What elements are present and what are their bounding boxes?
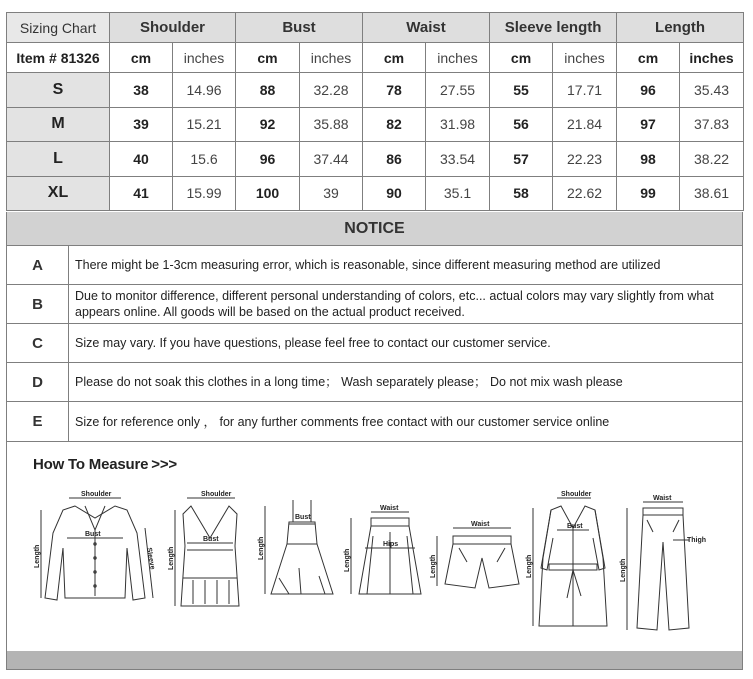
cell-cm: 57 xyxy=(490,142,553,177)
cell-inches: 38.61 xyxy=(680,176,744,211)
sleeve-label: Sleeve xyxy=(145,547,156,571)
bust-label: Bust xyxy=(203,536,219,543)
group-sleeve-length: Sleeve length xyxy=(490,13,617,43)
unit-cm: cm xyxy=(490,43,553,73)
coat-diagram xyxy=(527,488,617,638)
tank-top-diagram xyxy=(165,488,250,613)
length-label: Length xyxy=(344,548,351,572)
table-row xyxy=(7,176,744,211)
skirt-diagram xyxy=(345,502,430,602)
cell-inches: 32.28 xyxy=(300,73,363,108)
cell-cm: 100 xyxy=(236,176,300,211)
cell-cm: 97 xyxy=(617,107,680,142)
waist-label: Waist xyxy=(471,521,490,528)
shorts-diagram xyxy=(431,518,526,598)
cell-inches: 35.43 xyxy=(680,73,744,108)
shoulder-label: Shoulder xyxy=(201,491,232,498)
shoulder-label: Shoulder xyxy=(81,491,112,498)
group-bust: Bust xyxy=(236,13,363,43)
notice-row xyxy=(7,285,742,324)
notice-letter: E xyxy=(7,402,69,441)
unit-inches: inches xyxy=(680,43,744,73)
size-label: L xyxy=(7,142,110,177)
unit-inches: inches xyxy=(300,43,363,73)
cell-inches: 33.54 xyxy=(426,142,490,177)
cell-cm: 40 xyxy=(110,142,173,177)
notice-letter: D xyxy=(7,363,69,401)
cell-inches: 35.88 xyxy=(300,107,363,142)
group-length: Length xyxy=(617,13,744,43)
cell-cm: 98 xyxy=(617,142,680,177)
notice-text: Please do not soak this clothes in a long time； Wash separately please； Do not mix wash please xyxy=(75,375,623,389)
length-label: Length xyxy=(34,544,41,568)
waist-label: Waist xyxy=(380,505,399,512)
notice-letter: A xyxy=(7,246,69,284)
table-row xyxy=(7,73,744,108)
unit-cm: cm xyxy=(110,43,173,73)
bust-label: Bust xyxy=(567,523,583,530)
thigh-label: Thigh xyxy=(687,537,707,544)
shoulder-label: Shoulder xyxy=(561,491,592,498)
waist-label: Waist xyxy=(653,495,672,502)
cell-cm: 90 xyxy=(363,176,426,211)
blouse-diagram xyxy=(33,488,163,613)
notice-title: NOTICE xyxy=(7,212,742,246)
cell-cm: 56 xyxy=(490,107,553,142)
how-to-measure-section xyxy=(6,442,743,670)
item-number: Item # 81326 xyxy=(7,43,110,73)
cell-cm: 99 xyxy=(617,176,680,211)
cell-inches: 38.22 xyxy=(680,142,744,177)
notice-text: Size for reference only ， for any further comments free contact with our customer service online xyxy=(75,414,610,429)
cell-inches: 15.6 xyxy=(173,142,236,177)
length-label: Length xyxy=(168,546,175,570)
notice-text: Size may vary. If you have questions, please feel free to contact our customer service. xyxy=(75,336,551,350)
cell-cm: 58 xyxy=(490,176,553,211)
notice-row xyxy=(7,246,742,285)
group-header-row xyxy=(7,13,744,43)
cell-cm: 96 xyxy=(617,73,680,108)
table-row xyxy=(7,107,744,142)
notice-letter: C xyxy=(7,324,69,362)
cell-inches: 22.62 xyxy=(553,176,617,211)
group-shoulder: Shoulder xyxy=(110,13,236,43)
length-label: Length xyxy=(526,554,533,578)
unit-inches: inches xyxy=(553,43,617,73)
table-row xyxy=(7,142,744,177)
size-label: XL xyxy=(7,176,110,211)
cell-cm: 41 xyxy=(110,176,173,211)
hips-label: Hips xyxy=(383,541,399,548)
cell-inches: 22.23 xyxy=(553,142,617,177)
length-label: Length xyxy=(620,558,627,582)
length-label: Length xyxy=(430,554,437,578)
cell-cm: 78 xyxy=(363,73,426,108)
unit-inches: inches xyxy=(173,43,236,73)
cell-inches: 27.55 xyxy=(426,73,490,108)
trousers-diagram xyxy=(619,492,711,637)
cell-inches: 31.98 xyxy=(426,107,490,142)
notice-row xyxy=(7,324,742,363)
unit-cm: cm xyxy=(236,43,300,73)
dress-diagram xyxy=(259,498,344,608)
unit-cm: cm xyxy=(363,43,426,73)
unit-cm: cm xyxy=(617,43,680,73)
notice-section xyxy=(6,212,743,442)
notice-letter: B xyxy=(7,285,69,323)
cell-cm: 96 xyxy=(236,142,300,177)
cell-inches: 37.44 xyxy=(300,142,363,177)
cell-cm: 86 xyxy=(363,142,426,177)
footer-bar xyxy=(7,651,742,669)
unit-header-row xyxy=(7,43,744,73)
cell-inches: 35.1 xyxy=(426,176,490,211)
size-label: S xyxy=(7,73,110,108)
measure-arrows: >>> xyxy=(151,456,177,473)
bust-label: Bust xyxy=(85,531,101,538)
cell-cm: 38 xyxy=(110,73,173,108)
length-label: Length xyxy=(258,536,265,560)
cell-inches: 14.96 xyxy=(173,73,236,108)
cell-inches: 17.71 xyxy=(553,73,617,108)
cell-inches: 15.21 xyxy=(173,107,236,142)
cell-inches: 39 xyxy=(300,176,363,211)
cell-inches: 21.84 xyxy=(553,107,617,142)
cell-cm: 82 xyxy=(363,107,426,142)
sizing-table xyxy=(6,12,744,211)
group-waist: Waist xyxy=(363,13,490,43)
cell-cm: 92 xyxy=(236,107,300,142)
unit-inches: inches xyxy=(426,43,490,73)
notice-text: There might be 1-3cm measuring error, which is reasonable, since different measuring method are utilized xyxy=(75,258,661,272)
size-label: M xyxy=(7,107,110,142)
cell-cm: 39 xyxy=(110,107,173,142)
cell-cm: 88 xyxy=(236,73,300,108)
notice-row xyxy=(7,402,742,441)
cell-inches: 37.83 xyxy=(680,107,744,142)
measure-title-text: How To Measure xyxy=(33,456,149,473)
cell-cm: 55 xyxy=(490,73,553,108)
bust-label: Bust xyxy=(295,514,311,521)
notice-text: Due to monitor difference, different personal understanding of colors, etc... actual colors may vary slightly from what appears online. All goods will be based on the actual product received. xyxy=(75,289,714,319)
sizing-chart-label: Sizing Chart xyxy=(7,13,110,43)
notice-row xyxy=(7,363,742,402)
how-to-measure-title xyxy=(33,456,177,473)
cell-inches: 15.99 xyxy=(173,176,236,211)
